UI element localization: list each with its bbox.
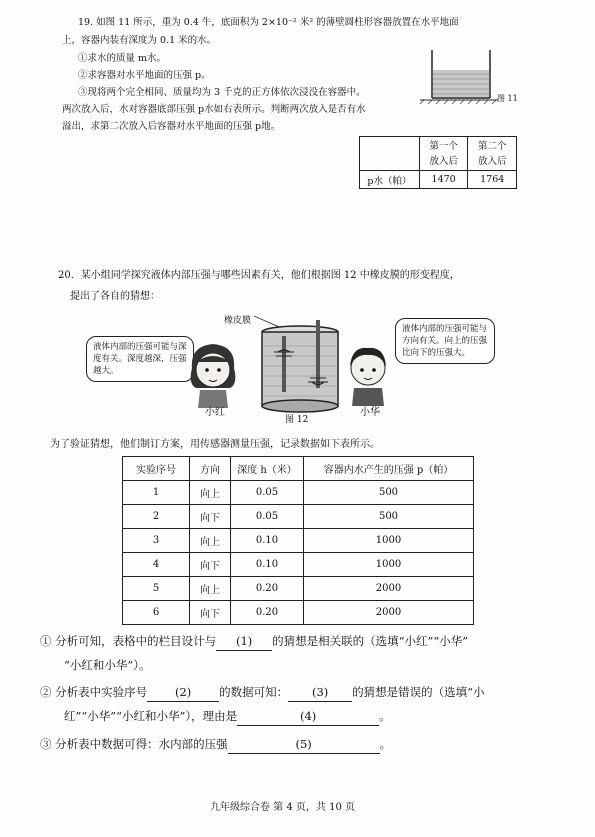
q20-table: [122, 456, 474, 625]
q20-header-depth: 深度 h（米）: [231, 457, 304, 481]
q20-header-pressure: 容器内水产生的压强 p（帕）: [304, 457, 474, 481]
q20-line1: 20．某小组同学探究液体内部压强与哪些因素有关，他们根据图 12 中橡皮膜的形变程度，: [58, 270, 460, 281]
table-cell: 3: [123, 529, 190, 553]
table-row: [123, 481, 474, 505]
q19-item2: ②求容器对水平地面的压强 p。: [78, 70, 211, 81]
table-row: [123, 529, 474, 553]
q19-item1: ①求水的质量 m水。: [78, 53, 167, 64]
q20-answer-3: ③ 分析表中数据可得：水内部的压强 (5) 。: [40, 735, 391, 754]
table-cell: 0.05: [231, 505, 304, 529]
table-cell: 2000: [304, 601, 474, 625]
table-cell: 向下: [190, 601, 231, 625]
blank-2[interactable]: (2): [147, 683, 219, 702]
q19-table-header-blank: [360, 137, 420, 171]
q19-table-header-second: 第二个放入后: [468, 137, 517, 171]
q19-table-header-first: 第一个放入后: [419, 137, 468, 171]
table-cell: 0.05: [231, 481, 304, 505]
figure-12-container: [254, 312, 346, 414]
blank-3[interactable]: (3): [288, 683, 352, 702]
q19-item3: ③现将两个完全相同、质量均为 3 千克的正方体依次浸没在容器中。: [78, 87, 366, 98]
table-cell: 1: [123, 481, 190, 505]
q20-answer-2-line1: ② 分析表中实验序号 (2) 的数据可知： (3) 的猜想是错误的（选填“小: [40, 683, 485, 702]
table-cell: 向下: [190, 553, 231, 577]
blank-1[interactable]: (1): [216, 632, 272, 651]
q19-line6: 两次放入后，水对容器底部压强 p水如右表所示。判断两次放入是否有水: [62, 104, 366, 115]
q20-header-trial: 实验序号: [123, 457, 190, 481]
table-cell: 2000: [304, 577, 474, 601]
blank-5[interactable]: (5): [228, 735, 380, 754]
table-cell: 4: [123, 553, 190, 577]
figure-12-label: 图 12: [285, 415, 309, 425]
table-cell: 2: [123, 505, 190, 529]
xiaohong-speech-bubble: 液体内部的压强可能与深度有关。深度越深，压强越大。: [86, 336, 194, 382]
table-row: [123, 577, 474, 601]
q19-line1: 19. 如图 11 所示，重为 0.4 牛，底面积为 2×10⁻² 米² 的薄壁圆柱形容器放置在水平地面: [78, 17, 459, 28]
q19-table-row-label: p水（帕）: [360, 171, 420, 189]
q19-line2: 上，容器内装有深度为 0.1 米的水。: [62, 35, 217, 46]
blank-4[interactable]: (4): [237, 707, 379, 726]
table-cell: 1000: [304, 529, 474, 553]
table-cell: 0.10: [231, 529, 304, 553]
q19-table-value-second: 1764: [468, 171, 517, 189]
table-cell: 0.10: [231, 553, 304, 577]
table-cell: 5: [123, 577, 190, 601]
xiaohong-avatar: [182, 338, 244, 408]
q20-header-direction: 方向: [190, 457, 231, 481]
table-cell: 向上: [190, 481, 231, 505]
xiaohua-speech-bubble: 液体内部的压强可能与方向有关。向上的压强比向下的压强大。: [395, 318, 495, 364]
q19-line7: 溢出，求第二次放入后容器对水平地面的压强 p地。: [62, 121, 281, 132]
table-cell: 向上: [190, 529, 231, 553]
q20-answer-1-line1: ① 分析可知，表格中的栏目设计与 (1) 的猜想是相关联的（选填“小红”“小华”: [40, 632, 468, 651]
q19-table-value-first: 1470: [419, 171, 468, 189]
membrane-label: 橡皮膜: [224, 316, 252, 326]
table-cell: 6: [123, 601, 190, 625]
table-cell: 500: [304, 481, 474, 505]
table-cell: 1000: [304, 553, 474, 577]
q20-answer-1-line2: “小红和小华”）。: [64, 658, 151, 672]
page-footer: 九年级综合卷 第 4 页，共 10 页: [210, 802, 355, 813]
q20-line2: 提出了各自的猜想：: [70, 291, 160, 302]
q20-verify-line: 为了验证猜想，他们制订方案，用传感器测量压强，记录数据如下表所示。: [50, 439, 380, 450]
table-cell: 向上: [190, 577, 231, 601]
xiaohua-avatar: [340, 340, 396, 406]
table-cell: 500: [304, 505, 474, 529]
table-cell: 向下: [190, 505, 231, 529]
q20-answer-2-line2: 红”“小华”“小红和小华”），理由是 (4) 。: [64, 707, 391, 726]
table-row: [123, 601, 474, 625]
figure-11-container: [418, 44, 498, 104]
table-row: [123, 553, 474, 577]
table-row: [123, 505, 474, 529]
q19-table: [359, 136, 517, 189]
figure-11-label: 图 11: [497, 94, 518, 103]
xiaohong-name: 小红: [205, 407, 225, 418]
xiaohua-name: 小华: [360, 407, 380, 418]
table-cell: 0.20: [231, 577, 304, 601]
table-cell: 0.20: [231, 601, 304, 625]
